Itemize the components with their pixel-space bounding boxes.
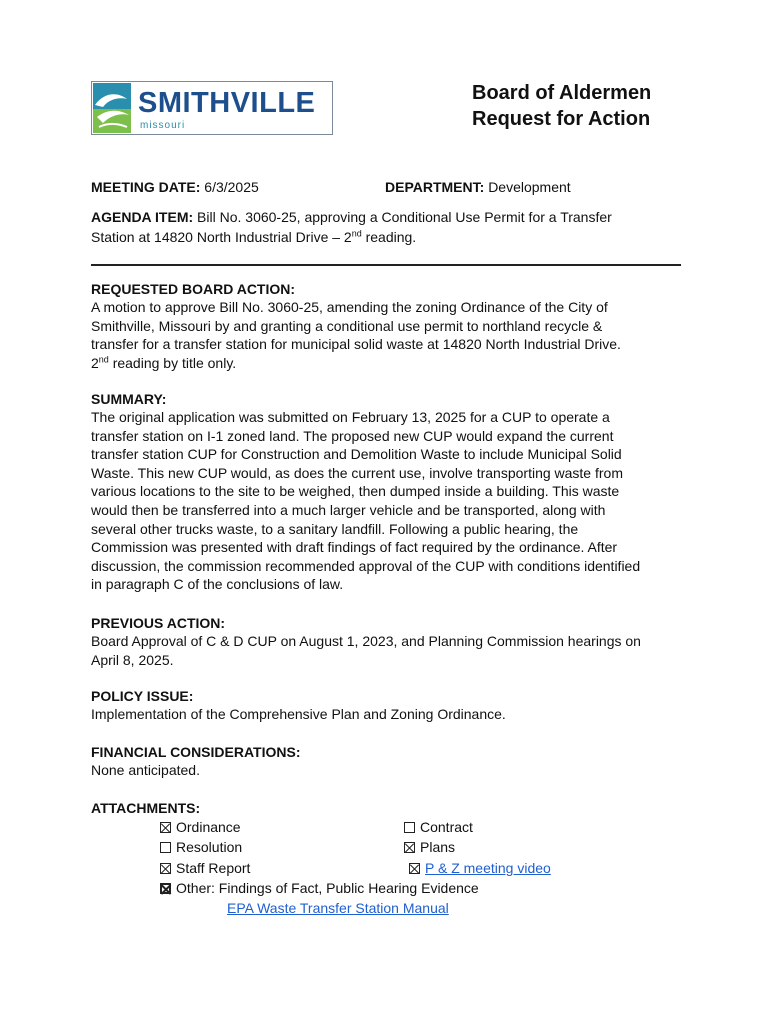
requested-sup: nd	[98, 354, 109, 365]
attachment-label: Contract	[420, 819, 473, 835]
attachment-label: Other: Findings of Fact, Public Hearing Evidence	[176, 880, 479, 896]
smithville-wave-icon	[93, 83, 131, 133]
checked-box-icon[interactable]	[404, 842, 415, 853]
logo-subtitle: missouri	[140, 120, 186, 131]
policy-issue	[91, 687, 691, 724]
attachment-epa-manual[interactable]	[227, 898, 449, 918]
title-line-2: Request for Action	[472, 108, 651, 130]
department	[385, 177, 571, 197]
summary	[91, 390, 691, 594]
attachment-contract[interactable]	[404, 817, 473, 837]
summary-line: The original application was submitted on February 13, 2025 for a CUP to operate a	[91, 409, 610, 425]
attachment-label: Plans	[420, 839, 456, 855]
logo-wordmark: SMITHVILLE	[138, 87, 316, 119]
requested-line-1: A motion to approve Bill No. 3060-25, amending the zoning Ordinance of the City of	[91, 299, 608, 315]
title-line-1: Board of Aldermen	[472, 82, 652, 104]
agenda-item-line-2-end: reading.	[361, 229, 417, 245]
meeting-date-label: MEETING DATE:	[91, 179, 201, 195]
checked-box-icon[interactable]	[160, 822, 171, 833]
empty-box-icon[interactable]	[160, 842, 171, 853]
summary-line: would then be transferred into a much larger vehicle and be transported, along with	[91, 501, 606, 518]
summary-line: various locations to the site to be weighed, then dumped inside a building. This waste	[91, 483, 620, 500]
requested-board-action	[91, 280, 691, 372]
agenda-item-label: AGENDA ITEM:	[91, 209, 194, 225]
requested-heading: REQUESTED BOARD ACTION:	[91, 281, 296, 297]
policy-heading: POLICY ISSUE:	[91, 688, 194, 704]
previous-action	[91, 614, 691, 669]
summary-line: discussion, the commission recommended approval of the CUP with conditions identified	[91, 557, 641, 574]
attachment-pz-video[interactable]	[409, 858, 551, 878]
attachment-staff-report[interactable]	[160, 858, 250, 878]
attachments	[91, 799, 691, 817]
summary-line: transfer station on I-1 zoned land. The proposed new CUP would expand the current	[91, 427, 614, 444]
financial-considerations	[91, 743, 691, 780]
attachment-ordinance[interactable]	[160, 817, 241, 837]
checked-box-icon[interactable]	[409, 863, 420, 874]
attachment-plans[interactable]	[404, 837, 455, 857]
agenda-item-line-2: Station at 14820 North Industrial Drive – 2	[91, 229, 352, 245]
previous-line-1: Board Approval of C & D CUP on August 1, 2023, and Planning Commission hearings on	[91, 633, 641, 649]
checked-box-icon[interactable]	[160, 883, 171, 894]
attachments-heading: ATTACHMENTS:	[91, 800, 201, 816]
department-value: Development	[488, 179, 571, 195]
checked-box-icon[interactable]	[160, 863, 171, 874]
epa-manual-link[interactable]: EPA Waste Transfer Station Manual	[227, 900, 449, 916]
summary-line: transfer station CUP for Construction and Demolition Waste to include Municipal Solid	[91, 446, 622, 463]
summary-line: Commission was presented with draft findings of fact required by the ordinance. After	[91, 539, 618, 556]
financial-text: None anticipated.	[91, 762, 200, 778]
requested-line-4-end: reading by title only.	[108, 354, 237, 371]
agenda-item-line-1: Bill No. 3060-25, approving a Conditional Use Permit for a Transfer	[197, 209, 612, 225]
attachment-resolution[interactable]	[160, 837, 242, 857]
previous-line-2: April 8, 2025.	[91, 651, 174, 668]
policy-text: Implementation of the Comprehensive Plan and Zoning Ordinance.	[91, 706, 506, 722]
smithville-logo	[91, 81, 333, 135]
previous-heading: PREVIOUS ACTION:	[91, 615, 226, 631]
meeting-date-value: 6/3/2025	[204, 179, 259, 195]
attachment-label: Staff Report	[176, 860, 251, 876]
attachment-label: Ordinance	[176, 819, 241, 835]
attachment-other[interactable]	[160, 878, 479, 898]
summary-line: in paragraph C of the conclusions of law.	[91, 576, 344, 593]
section-divider	[91, 264, 681, 266]
requested-line-2: Smithville, Missouri by and granting a conditional use permit to northland recycle &	[91, 317, 603, 334]
summary-line: several other trucks waste, to a sanitary landfill. Following a public hearing, the	[91, 520, 579, 537]
pz-meeting-video-link[interactable]: P & Z meeting video	[425, 860, 551, 876]
summary-heading: SUMMARY:	[91, 391, 167, 407]
meeting-date	[91, 177, 259, 197]
requested-line-3: transfer for a transfer station for municipal solid waste at 14820 North Industrial Drive.	[91, 336, 621, 353]
financial-heading: FINANCIAL CONSIDERATIONS:	[91, 744, 301, 760]
requested-line-4: 2	[91, 354, 99, 371]
summary-line: Waste. This new CUP would, as does the current use, involve transporting waste from	[91, 464, 623, 481]
page-title	[472, 80, 752, 132]
department-label: DEPARTMENT:	[385, 179, 485, 195]
attachment-label: Resolution	[176, 839, 243, 855]
agenda-item	[91, 207, 691, 247]
agenda-item-sup: nd	[351, 228, 362, 239]
empty-box-icon[interactable]	[404, 822, 415, 833]
